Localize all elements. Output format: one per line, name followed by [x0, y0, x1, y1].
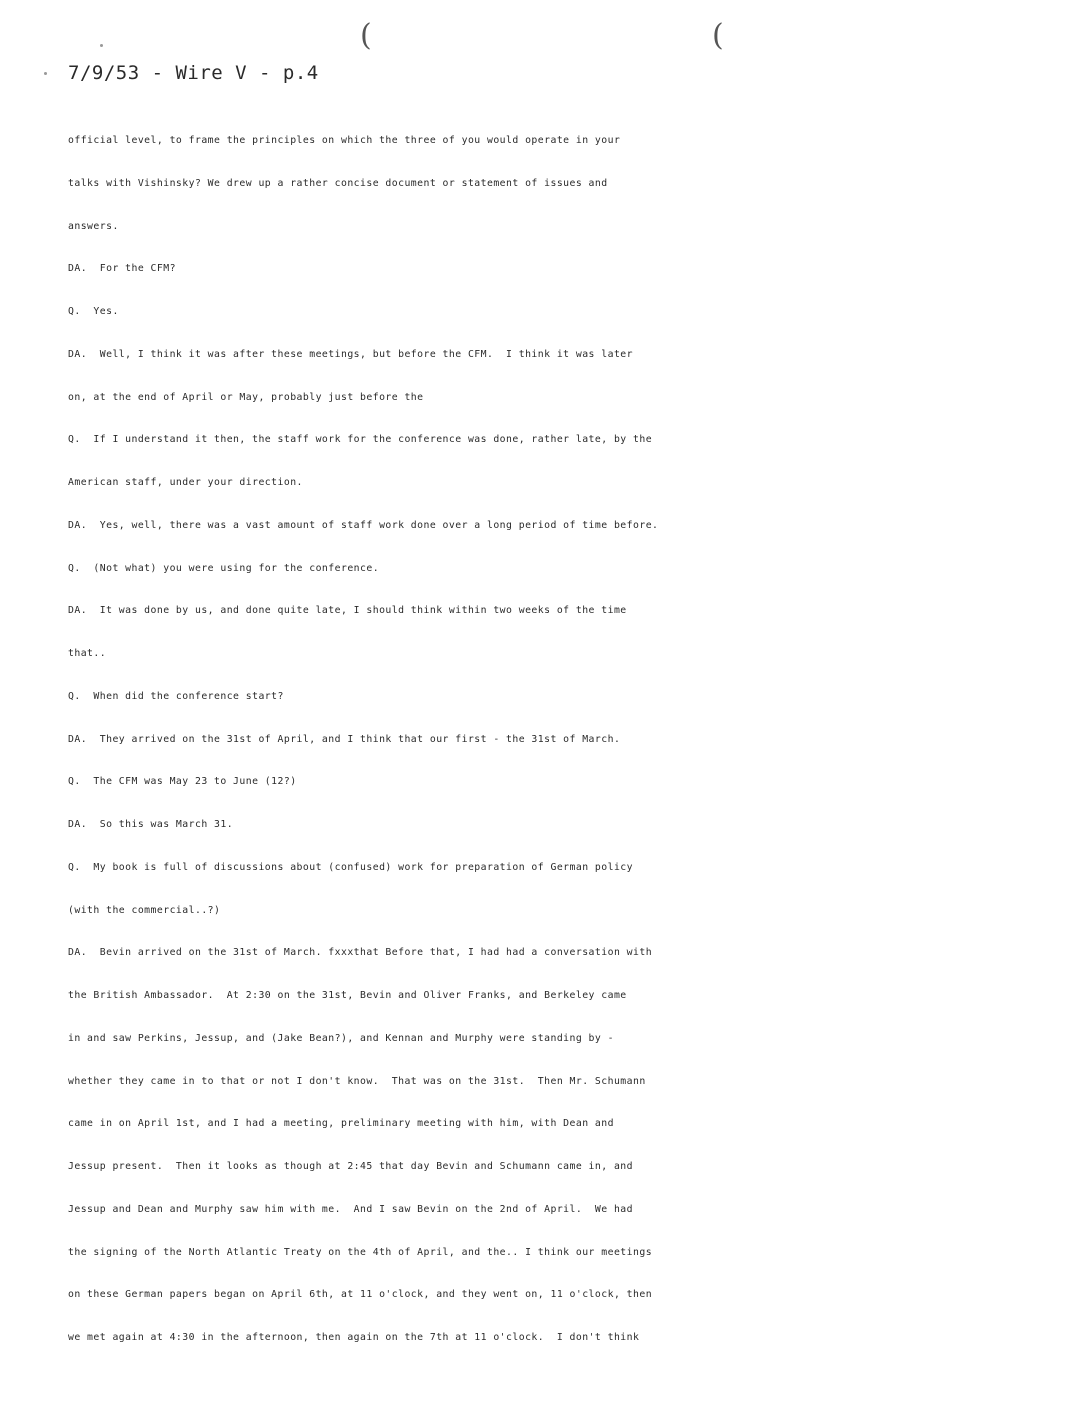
transcript-line: DA. It was done by us, and done quite late, I should think within two weeks of the time [68, 605, 627, 617]
transcript-line: Q. If I understand it then, the staff work for the conference was done, rather late, by the [68, 434, 653, 446]
transcript-line: DA. So this was March 31. [68, 819, 234, 830]
transcript-line: answers. [68, 220, 119, 232]
transcript-line: Q. My book is full of discussions about (confused) work for preparation of German policy [68, 861, 633, 873]
transcript-line: (with the commercial..?) [68, 904, 221, 916]
transcript-line: the signing of the North Atlantic Treaty on the 4th of April, and the.. I think our meetings [68, 1246, 653, 1258]
page-header: 7/9/53 - Wire V - p.4 [68, 62, 319, 84]
transcript-line: the British Ambassador. At 2:30 on the 31st, Bevin and Oliver Franks, and Berkeley came [68, 990, 627, 1001]
transcript-line: in and saw Perkins, Jessup, and (Jake Bean?), and Kennan and Murphy were standing by - [68, 1032, 614, 1044]
speck-mark [44, 72, 47, 75]
transcript-line: talks with Vishinsky? We drew up a rather concise document or statement of issues and [68, 177, 608, 189]
transcript-line: Q. When did the conference start? [68, 690, 284, 702]
transcript-line: DA. Bevin arrived on the 31st of March. fxxxthat Before that, I had had a conversation with [68, 947, 653, 959]
transcript-line: on, at the end of April or May, probably just before the [68, 391, 424, 403]
margin-mark-left: ( [360, 18, 372, 53]
transcript-line: that.. [68, 648, 107, 659]
transcript-line: DA. For the CFM? [68, 263, 176, 275]
transcript-line: on these German papers began on April 6th, at 11 o'clock, and they went on, 11 o'clock, then [68, 1289, 653, 1301]
transcript-line: Q. The CFM was May 23 to June (12?) [68, 776, 297, 788]
transcript-line: Q. (Not what) you were using for the conference. [68, 562, 380, 574]
transcript-line: official level, to frame the principles on which the three of you would operate in your [68, 135, 621, 146]
transcript-line: American staff, under your direction. [68, 477, 303, 488]
transcript-line: DA. They arrived on the 31st of April, and I think that our first - the 31st of March. [68, 733, 621, 745]
transcript-line: came in on April 1st, and I had a meeting, preliminary meeting with him, with Dean and [68, 1118, 614, 1130]
transcript-line: Jessup and Dean and Murphy saw him with me. And I saw Bevin on the 2nd of April. We had [68, 1203, 633, 1215]
transcript-body [68, 126, 1058, 1366]
transcript-line: DA. Yes, well, there was a vast amount of staff work done over a long period of time before. [68, 519, 659, 531]
transcript-line: Jessup present. Then it looks as though at 2:45 that day Bevin and Schumann came in, and [68, 1161, 633, 1172]
transcript-line: whether they came in to that or not I don't know. That was on the 31st. Then Mr. Schumann [68, 1075, 646, 1087]
transcript-line: Q. Yes. [68, 306, 119, 317]
transcript-line: DA. Well, I think it was after these meetings, but before the CFM. I think it was later [68, 348, 633, 360]
speck-mark [100, 44, 103, 47]
transcript-line: we met again at 4:30 in the afternoon, then again on the 7th at 11 o'clock. I don't think [68, 1332, 640, 1343]
margin-mark-right: ( [712, 18, 724, 53]
